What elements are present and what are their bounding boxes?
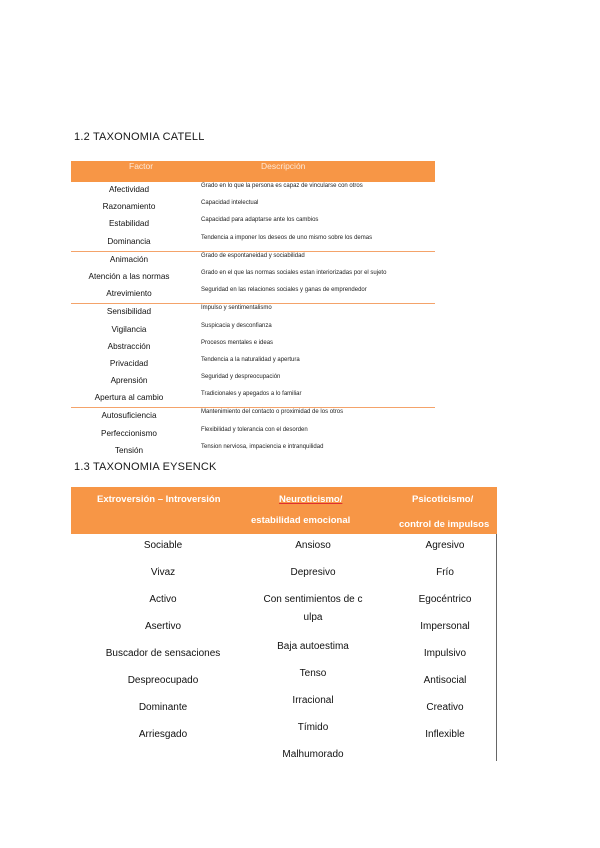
description-cell: Tension nerviosa, impaciencia e intranquilidad <box>201 443 324 450</box>
trait-col1: Asertivo <box>144 621 182 632</box>
eysenck-table-header <box>71 487 497 534</box>
neuroticism-header-line2: estabilidad emocional <box>251 515 351 526</box>
factor-cell: Dominancia <box>107 236 151 246</box>
trait-col2: Tímido <box>297 722 329 733</box>
factor-cell: Razonamiento <box>102 202 156 212</box>
factor-cell: Afectividad <box>108 185 150 194</box>
cattell-row <box>71 373 435 390</box>
trait-col1: Vivaz <box>150 567 176 578</box>
trait-col2: ulpa <box>303 612 323 623</box>
cattell-row <box>71 199 435 216</box>
factor-cell: Tensión <box>114 445 144 455</box>
factor-cell: Perfeccionismo <box>101 428 157 438</box>
factor-cell: Vigilancia <box>111 324 147 334</box>
trait-col3: Inflexible <box>425 729 465 740</box>
trait-col2: Con sentimientos de c <box>263 594 363 605</box>
factor-cell: Aprensión <box>110 376 148 386</box>
factor-cell: Atención a las normas <box>88 271 170 281</box>
description-cell: Capacidad para adaptarse ante los cambios <box>201 217 319 224</box>
description-cell: Capacidad intelectual <box>201 200 259 207</box>
cattell-row <box>71 234 435 252</box>
trait-col1: Arriesgado <box>138 729 188 740</box>
trait-col1: Dominante <box>138 702 188 713</box>
eysenck-section-title: 1.3 TAXONOMIA EYSENCK <box>74 461 217 473</box>
description-header: Descripción <box>261 161 306 171</box>
trait-col3: Agresivo <box>425 540 465 551</box>
description-cell: Tendencia a la naturalidad y apertura <box>201 356 300 363</box>
description-cell: Tendencia a imponer los deseos de uno mismo sobre los demas <box>201 234 373 241</box>
cattell-row <box>71 390 435 408</box>
trait-col3: Frío <box>436 567 454 578</box>
trait-col2: Ansioso <box>295 540 331 551</box>
description-cell: Grado en el que las normas sociales estan interiorizadas por el sujeto <box>201 269 387 276</box>
trait-col1: Activo <box>149 594 177 605</box>
trait-col3: Creativo <box>426 702 464 713</box>
table-border <box>496 534 497 761</box>
cattell-row <box>71 322 435 339</box>
trait-col2: Irracional <box>292 695 334 706</box>
cattell-row <box>71 182 435 199</box>
cattell-row <box>71 286 435 304</box>
trait-col2: Depresivo <box>290 567 336 578</box>
description-cell: Grado en lo que la persona es capaz de vincularse con otros <box>201 183 363 189</box>
factor-cell: Estabilidad <box>108 219 150 229</box>
description-cell: Grado de espontaneidad y sociabilidad <box>201 252 305 259</box>
psychoticism-header-line1: Psicoticismo/ <box>412 494 474 505</box>
description-cell: Procesos mentales e ideas <box>201 339 274 346</box>
cattell-row <box>71 443 435 460</box>
trait-col3: Egocéntrico <box>418 594 472 605</box>
cattell-table-header <box>71 161 435 182</box>
description-cell: Seguridad en las relaciones sociales y ganas de emprendedor <box>201 287 367 294</box>
trait-col1: Despreocupado <box>127 675 199 686</box>
cattell-row <box>71 252 435 269</box>
trait-col3: Impulsivo <box>423 648 467 659</box>
cattell-row <box>71 269 435 286</box>
description-cell: Impulso y sentimentalismo <box>201 305 272 312</box>
description-cell: Tradicionales y apegados a lo familiar <box>201 391 302 398</box>
trait-col1: Sociable <box>143 540 183 551</box>
cattell-row <box>71 216 435 233</box>
factor-cell: Privacidad <box>109 358 149 368</box>
description-cell: Flexibilidad y tolerancia con el desorden <box>201 426 308 433</box>
psychoticism-header-line2: control de impulsos <box>399 519 490 530</box>
cattell-row <box>71 339 435 356</box>
cattell-section-title: 1.2 TAXONOMIA CATELL <box>74 131 205 143</box>
neuroticism-header-line1: Neuroticismo/ <box>279 494 343 505</box>
eysenck-table <box>71 487 497 760</box>
factor-cell: Autosuficiencia <box>101 411 157 421</box>
cattell-row <box>71 304 435 321</box>
description-cell: Seguridad y despreocupación <box>201 374 281 381</box>
description-cell: Suspicacia y desconfianza <box>201 322 272 329</box>
description-cell: Mantenimiento del contacto o proximidad de los otros <box>201 409 344 416</box>
factor-cell: Atrevimiento <box>106 289 152 299</box>
trait-col2: Tenso <box>299 668 327 679</box>
factor-header: Factor <box>129 161 154 171</box>
factor-cell: Apertura al cambio <box>94 393 164 403</box>
factor-cell: Animación <box>109 254 149 264</box>
factor-cell: Abstracción <box>107 341 151 351</box>
trait-col3: Impersonal <box>420 621 470 632</box>
cattell-row <box>71 356 435 373</box>
cattell-row <box>71 408 435 425</box>
extroversion-header: Extroversión – Introversión <box>97 494 221 505</box>
trait-col2: Baja autoestima <box>277 641 349 652</box>
trait-col1: Buscador de sensaciones <box>105 648 221 659</box>
cattell-row <box>71 426 435 443</box>
trait-col2: Malhumorado <box>282 749 344 760</box>
trait-col3: Antisocial <box>423 675 467 686</box>
cattell-table <box>71 161 435 460</box>
factor-cell: Sensibilidad <box>106 307 152 317</box>
